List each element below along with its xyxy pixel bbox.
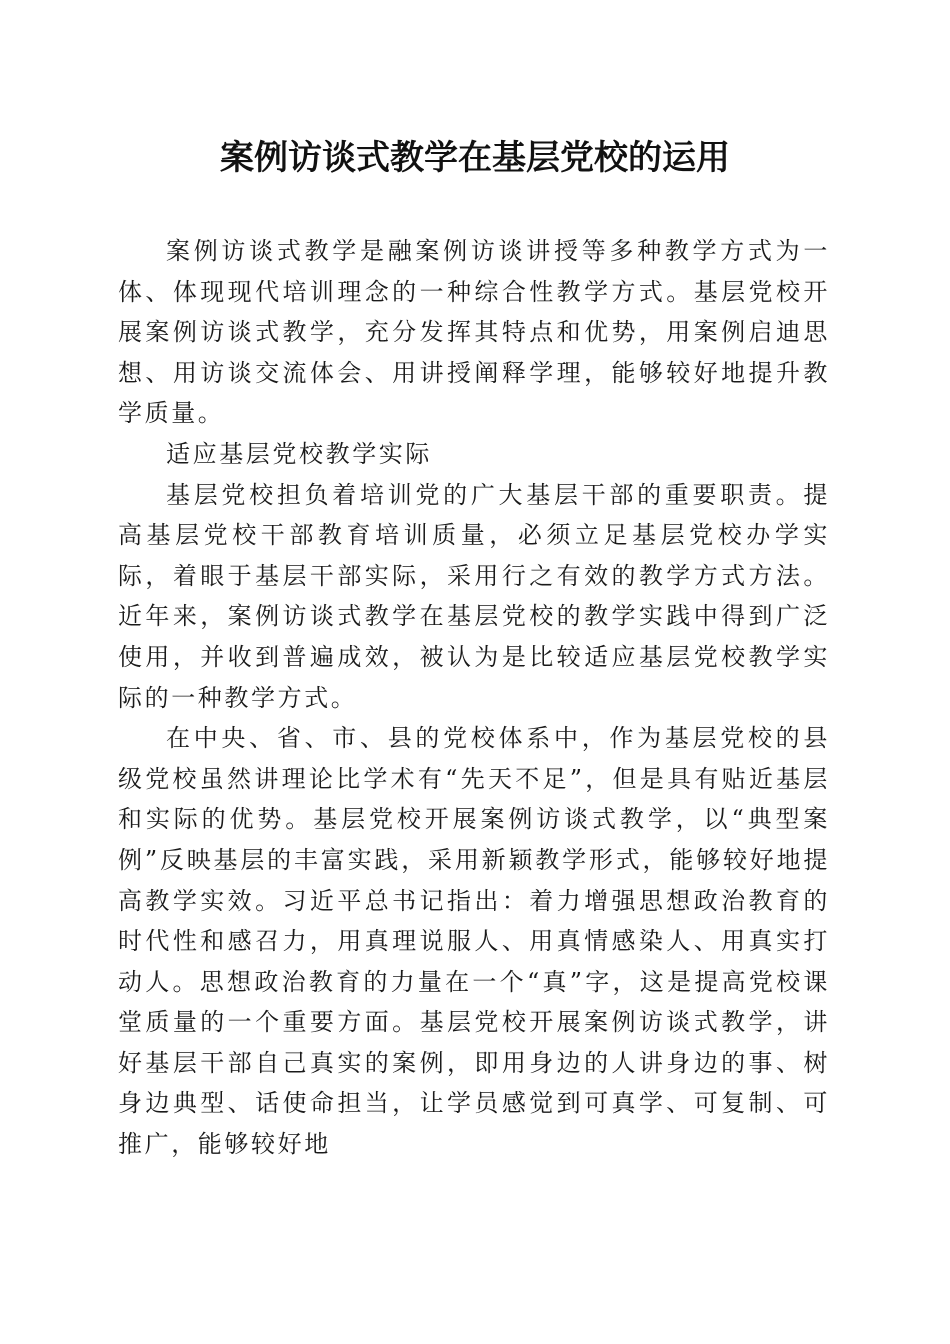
section-heading: 适应基层党校教学实际 bbox=[166, 439, 432, 468]
paragraph-responsibility: 基层党校担负着培训党的广大基层干部的重要职责。提高基层党校干部教育培训质量，必须立足基层党校办学实际，着眼于基层干部实际，采用行之有效的教学方式方法。近年来，案例访谈式教学在基层党校的教学实践中得到广泛使用，并收到普遍成效，被认为是比较适应基层党校教学实际的一种教学方式。 bbox=[118, 480, 830, 712]
paragraph-intro: 案例访谈式教学是融案例访谈讲授等多种教学方式为一体、体现现代培训理念的一种综合性教学方式。基层党校开展案例访谈式教学，充分发挥其特点和优势，用案例启迪思想、用访谈交流体会、用讲授阐释学理，能够较好地提升教学质量。 bbox=[118, 237, 830, 428]
document-body bbox=[118, 231, 830, 1165]
paragraph-advantage: 在中央、省、市、县的党校体系中，作为基层党校的县级党校虽然讲理论比学术有“先天不足”，但是具有贴近基层和实际的优势。基层党校开展案例访谈式教学，以“典型案例”反映基层的丰富实践，采用新颖教学形式，能够较好地提高教学实效。习近平总书记指出：着力增强思想政治教育的时代性和感召力，用真理说服人、用真情感染人、用真实打动人。思想政治教育的力量在一个“真”字，这是提高党校课堂质量的一个重要方面。基层党校开展案例访谈式教学，讲好基层干部自己真实的案例，即用身边的人讲身边的事、树身边典型、话使命担当，让学员感觉到可真学、可复制、可推广，能够较好地 bbox=[118, 724, 830, 1159]
document-title: 案例访谈式教学在基层党校的运用 bbox=[220, 138, 730, 178]
